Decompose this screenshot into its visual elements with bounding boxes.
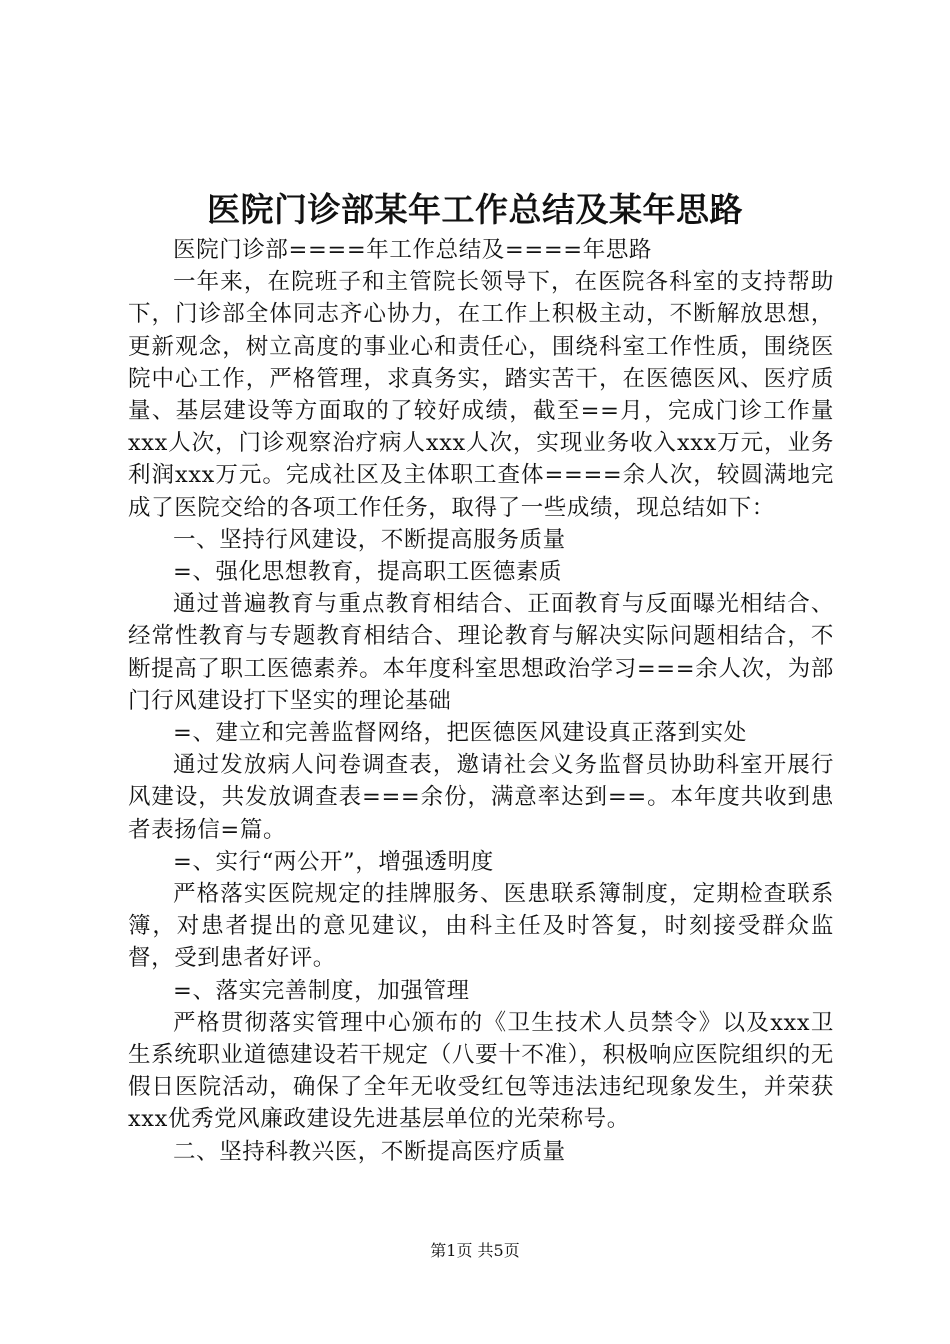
paragraph-intro: 一年来，在院班子和主管院长领导下，在医院各科室的支持帮助下，门诊部全体同志齐心协力，在工作上积极主动，不断解放思想，更新观念，树立高度的事业心和责任心，围绕科室工作性质，围绕医院中心工作，严格管理，求真务实，踏实苦干，在医德医风、医疗质量、基层建设等方面取的了较好成绩，截至==月，完成门诊工作量xxx人次，门诊观察治疗病人xxx人次，实现业务收入xxx万元，业务利润xxx万元。完成社区及主体职工查体====余人次，较圆满地完成了医院交给的各项工作任务，取得了一些成绩，现总结如下： (128, 269, 834, 521)
paragraph-transparency: 严格落实医院规定的挂牌服务、医患联系簿制度，定期检查联系簿，对患者提出的意见建议，由科主任及时答复，时刻接受群众监督，受到患者好评。 (128, 881, 834, 972)
page-footer: 第1页 共5页 (430, 1241, 520, 1260)
heading-subsection-2: =、建立和完善监督网络，把医德医风建设真正落到实处 (173, 720, 747, 747)
document-title: 医院门诊部某年工作总结及某年思路 (207, 190, 743, 229)
paragraph-supervision: 通过发放病人问卷调查表，邀请社会义务监督员协助科室开展行风建设，共发放调查表===余份，满意率达到==。本年度共收到患者表扬信=篇。 (128, 752, 834, 843)
paragraph-education: 通过普遍教育与重点教育相结合、正面教育与反面曝光相结合、经常性教育与专题教育相结合、理论教育与解决实际问题相结合，不断提高了职工医德素养。本年度科室思想政治学习===余人次，为部门行风建设打下坚实的理论基础 (128, 591, 834, 714)
heading-section-2: 二、坚持科教兴医，不断提高医疗质量 (173, 1138, 566, 1165)
document-body (128, 234, 834, 1168)
paragraph-subtitle: 医院门诊部====年工作总结及====年思路 (173, 237, 653, 263)
paragraph-regulations: 严格贯彻落实管理中心颁布的《卫生技术人员禁令》以及xxx卫生系统职业道德建设若干规定（八要十不准），积极响应医院组织的无假日医院活动，确保了全年无收受红包等违法违纪现象发生，并荣获xxx优秀党风廉政建设先进基层单位的光荣称号。 (128, 1009, 834, 1133)
heading-subsection-4: =、落实完善制度，加强管理 (173, 977, 470, 1004)
heading-subsection-1: =、强化思想教育，提高职工医德素质 (173, 559, 563, 586)
heading-section-1: 一、坚持行风建设，不断提高服务质量 (173, 526, 566, 553)
heading-subsection-3: =、实行“两公开”，增强透明度 (173, 848, 494, 875)
